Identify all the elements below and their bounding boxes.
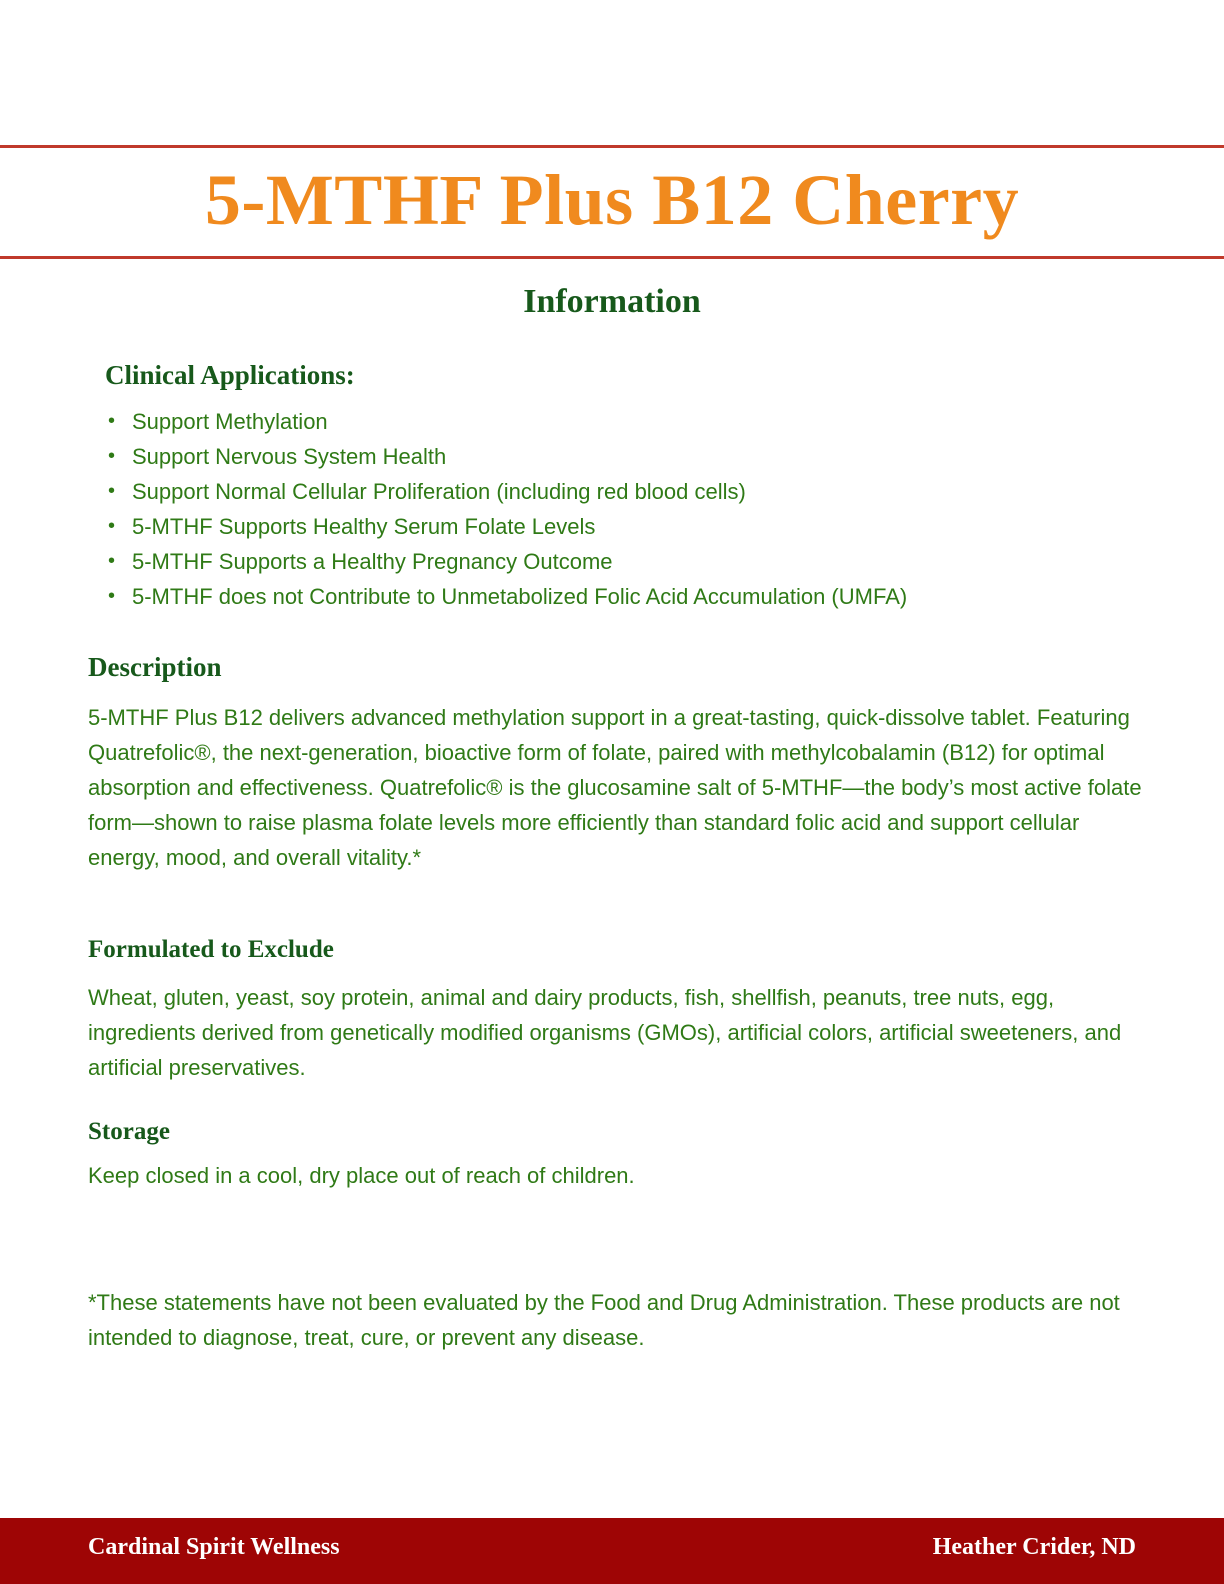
list-item: • Support Nervous System Health (106, 439, 1126, 474)
storage-body: Keep closed in a cool, dry place out of reach of children. (88, 1163, 635, 1188)
description-body: 5-MTHF Plus B12 delivers advanced methylation support in a great-tasting, quick-dissolve tablet. Featuring Quatrefolic®, the next-generation, bioactive form of folate, paired with methylcobalamin (B12) for optimal absorption and effectiveness. Quatrefolic® is the glucosamine salt of 5-MTHF—the body’s most active folate form—shown to raise plasma folate levels more efficiently than standard folic acid and support cellular energy, mood, and overall vitality.* (88, 705, 1142, 870)
formulated-to-exclude-body: Wheat, gluten, yeast, soy protein, animal and dairy products, fish, shellfish, peanuts, tree nuts, egg, ingredients derived from genetically modified organisms (GMOs), artificial colors, artificial sweeteners, and artificial preservatives. (88, 985, 1122, 1080)
list-item: • Support Methylation (106, 404, 1126, 439)
list-item: • 5-MTHF Supports Healthy Serum Folate Levels (106, 509, 1126, 544)
clinical-applications-list (106, 404, 1126, 614)
clinical-applications-heading: Clinical Applications: (105, 360, 355, 390)
page-title: 5-MTHF Plus B12 Cherry (204, 160, 1020, 240)
description-heading: Description (88, 652, 222, 682)
document-subtitle: Information (523, 283, 701, 320)
formulated-to-exclude-heading: Formulated to Exclude (88, 936, 334, 963)
footer-practitioner-name: Heather Crider, ND (932, 1534, 1136, 1560)
title-rule-bottom (0, 256, 1224, 259)
title-rule-top (0, 145, 1224, 148)
list-item: • Support Normal Cellular Proliferation (including red blood cells) (106, 474, 1126, 509)
list-item: • 5-MTHF does not Contribute to Unmetabolized Folic Acid Accumulation (UMFA) (106, 579, 1126, 614)
footer-company-name: Cardinal Spirit Wellness (88, 1534, 340, 1560)
fda-disclaimer: *These statements have not been evaluated by the Food and Drug Administration. These products are not intended to diagnose, treat, cure, or prevent any disease. (88, 1290, 1120, 1350)
storage-heading: Storage (88, 1118, 170, 1145)
list-item: • 5-MTHF Supports a Healthy Pregnancy Outcome (106, 544, 1126, 579)
